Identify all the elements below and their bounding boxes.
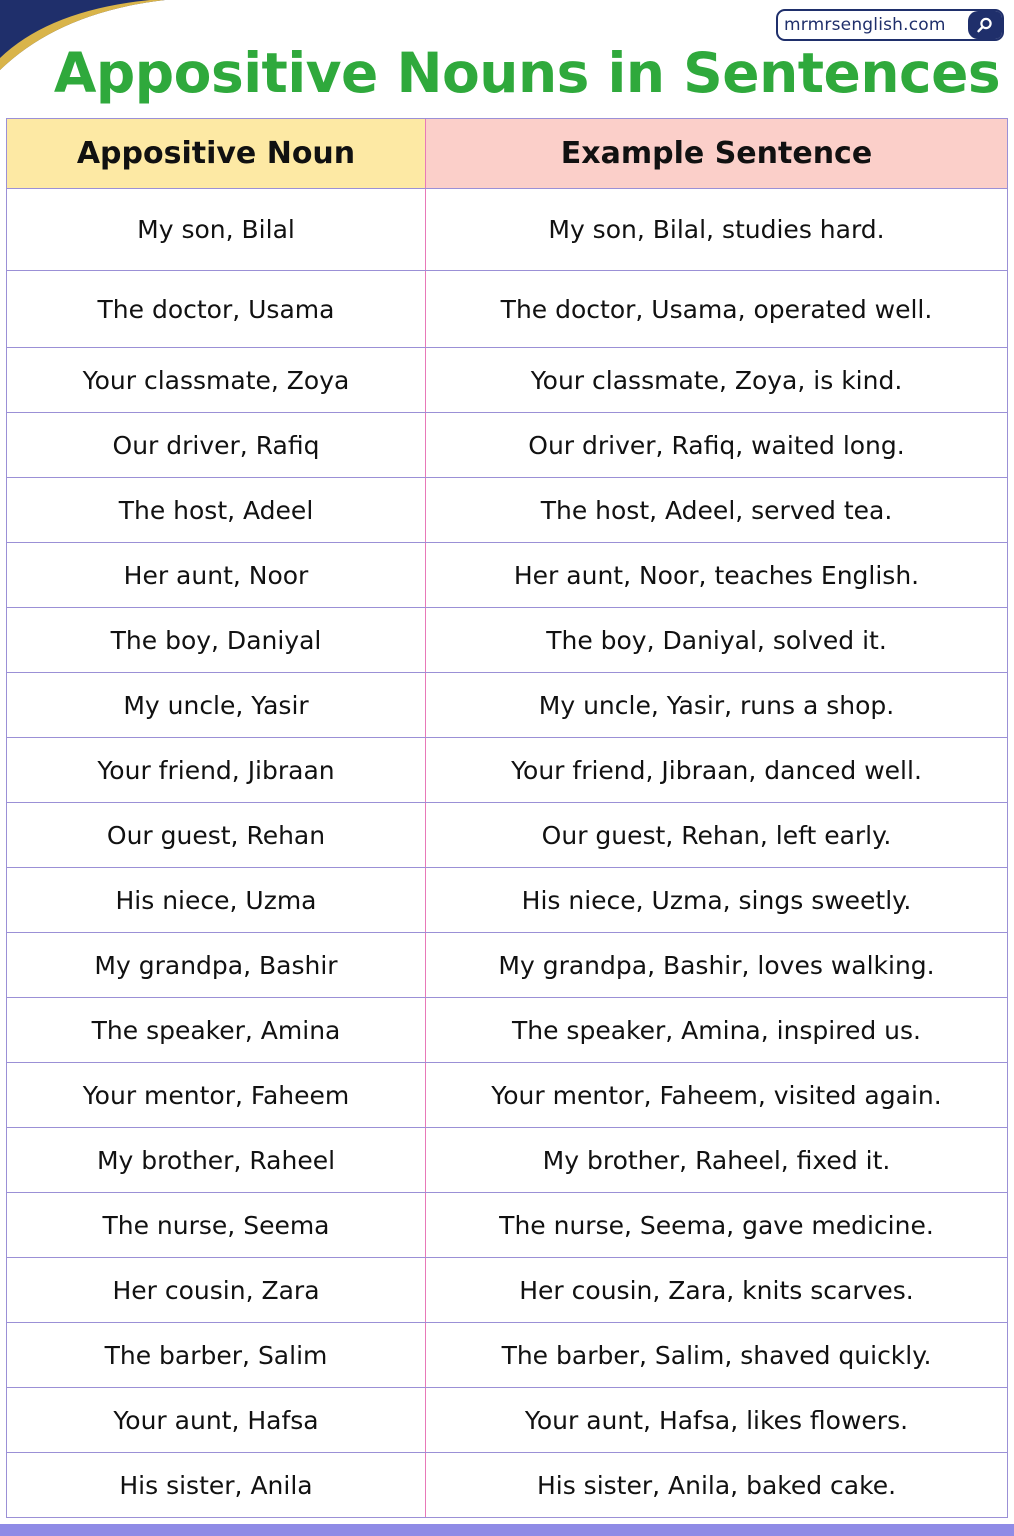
example-sentence-cell: The nurse, Seema, gave medicine. [425, 1193, 1007, 1257]
search-icon[interactable] [968, 11, 1002, 39]
table-row [7, 932, 1007, 997]
table-row [7, 1127, 1007, 1192]
example-sentence-cell: The boy, Daniyal, solved it. [425, 608, 1007, 672]
table-row [7, 347, 1007, 412]
example-sentence-cell: His niece, Uzma, sings sweetly. [425, 868, 1007, 932]
appositive-noun-cell: Her aunt, Noor [123, 560, 309, 590]
appositive-noun-cell: The nurse, Seema [102, 1210, 330, 1240]
table-row [7, 672, 1007, 737]
appositive-noun-cell: Your aunt, Hafsa [113, 1405, 319, 1435]
site-url[interactable]: mrmrsenglish.com [784, 15, 946, 35]
appositive-noun-cell: The doctor, Usama [97, 294, 335, 324]
example-sentence-cell: The speaker, Amina, inspired us. [425, 998, 1007, 1062]
appositive-noun-cell: My grandpa, Bashir [94, 950, 338, 980]
example-sentence-cell: Her aunt, Noor, teaches English. [425, 543, 1007, 607]
table-row [7, 1192, 1007, 1257]
example-sentence-cell: Your friend, Jibraan, danced well. [425, 738, 1007, 802]
example-sentence-cell: Her cousin, Zara, knits scarves. [425, 1258, 1007, 1322]
table-row [7, 1387, 1007, 1452]
appositive-noun-cell: My brother, Raheel [96, 1145, 336, 1175]
appositive-noun-cell: The host, Adeel [118, 495, 314, 525]
example-sentence-cell: My grandpa, Bashir, loves walking. [425, 933, 1007, 997]
bottom-bar [0, 1524, 1014, 1536]
appositive-table [6, 118, 1008, 1518]
example-sentence-cell: The host, Adeel, served tea. [425, 478, 1007, 542]
table-row [7, 1452, 1007, 1517]
example-sentence-cell: The barber, Salim, shaved quickly. [425, 1323, 1007, 1387]
appositive-noun-cell: His sister, Anila [119, 1470, 313, 1500]
table-row [7, 542, 1007, 607]
table-row [7, 607, 1007, 672]
example-sentence-cell: My brother, Raheel, fixed it. [425, 1128, 1007, 1192]
page-title: Appositive Nouns in Sentences [53, 41, 1001, 105]
example-sentence-cell: Your mentor, Faheem, visited again. [425, 1063, 1007, 1127]
table-row [7, 1062, 1007, 1127]
table-row [7, 867, 1007, 932]
appositive-noun-cell: Her cousin, Zara [112, 1275, 320, 1305]
example-sentence-cell: Our driver, Rafiq, waited long. [425, 413, 1007, 477]
appositive-noun-cell: Your classmate, Zoya [82, 365, 350, 395]
header-example-sentence: Example Sentence [425, 119, 1007, 188]
table-row [7, 737, 1007, 802]
table-header-row [7, 119, 1007, 188]
site-badge[interactable] [776, 9, 1004, 41]
table-row [7, 270, 1007, 347]
table-row [7, 802, 1007, 867]
example-sentence-cell: Our guest, Rehan, left early. [425, 803, 1007, 867]
appositive-noun-cell: His niece, Uzma [115, 885, 317, 915]
table-row [7, 412, 1007, 477]
appositive-noun-cell: Our driver, Rafiq [112, 430, 320, 460]
appositive-noun-cell: Your mentor, Faheem [82, 1080, 350, 1110]
appositive-noun-cell: Our guest, Rehan [106, 820, 326, 850]
table-row [7, 477, 1007, 542]
example-sentence-cell: Your aunt, Hafsa, likes flowers. [425, 1388, 1007, 1452]
appositive-noun-cell: The barber, Salim [104, 1340, 328, 1370]
table-row [7, 997, 1007, 1062]
example-sentence-cell: My son, Bilal, studies hard. [425, 189, 1007, 270]
table-row [7, 188, 1007, 270]
example-sentence-cell: His sister, Anila, baked cake. [425, 1453, 1007, 1517]
example-sentence-cell: Your classmate, Zoya, is kind. [425, 348, 1007, 412]
appositive-noun-cell: The speaker, Amina [91, 1015, 341, 1045]
table-row [7, 1257, 1007, 1322]
example-sentence-cell: My uncle, Yasir, runs a shop. [425, 673, 1007, 737]
example-sentence-cell: The doctor, Usama, operated well. [425, 271, 1007, 347]
table-row [7, 1322, 1007, 1387]
appositive-noun-cell: The boy, Daniyal [110, 625, 322, 655]
table-body [7, 188, 1007, 1517]
appositive-noun-cell: My son, Bilal [137, 215, 295, 244]
header-appositive-noun: Appositive Noun [7, 119, 425, 188]
appositive-noun-cell: Your friend, Jibraan [97, 755, 335, 785]
appositive-noun-cell: My uncle, Yasir [123, 690, 309, 720]
